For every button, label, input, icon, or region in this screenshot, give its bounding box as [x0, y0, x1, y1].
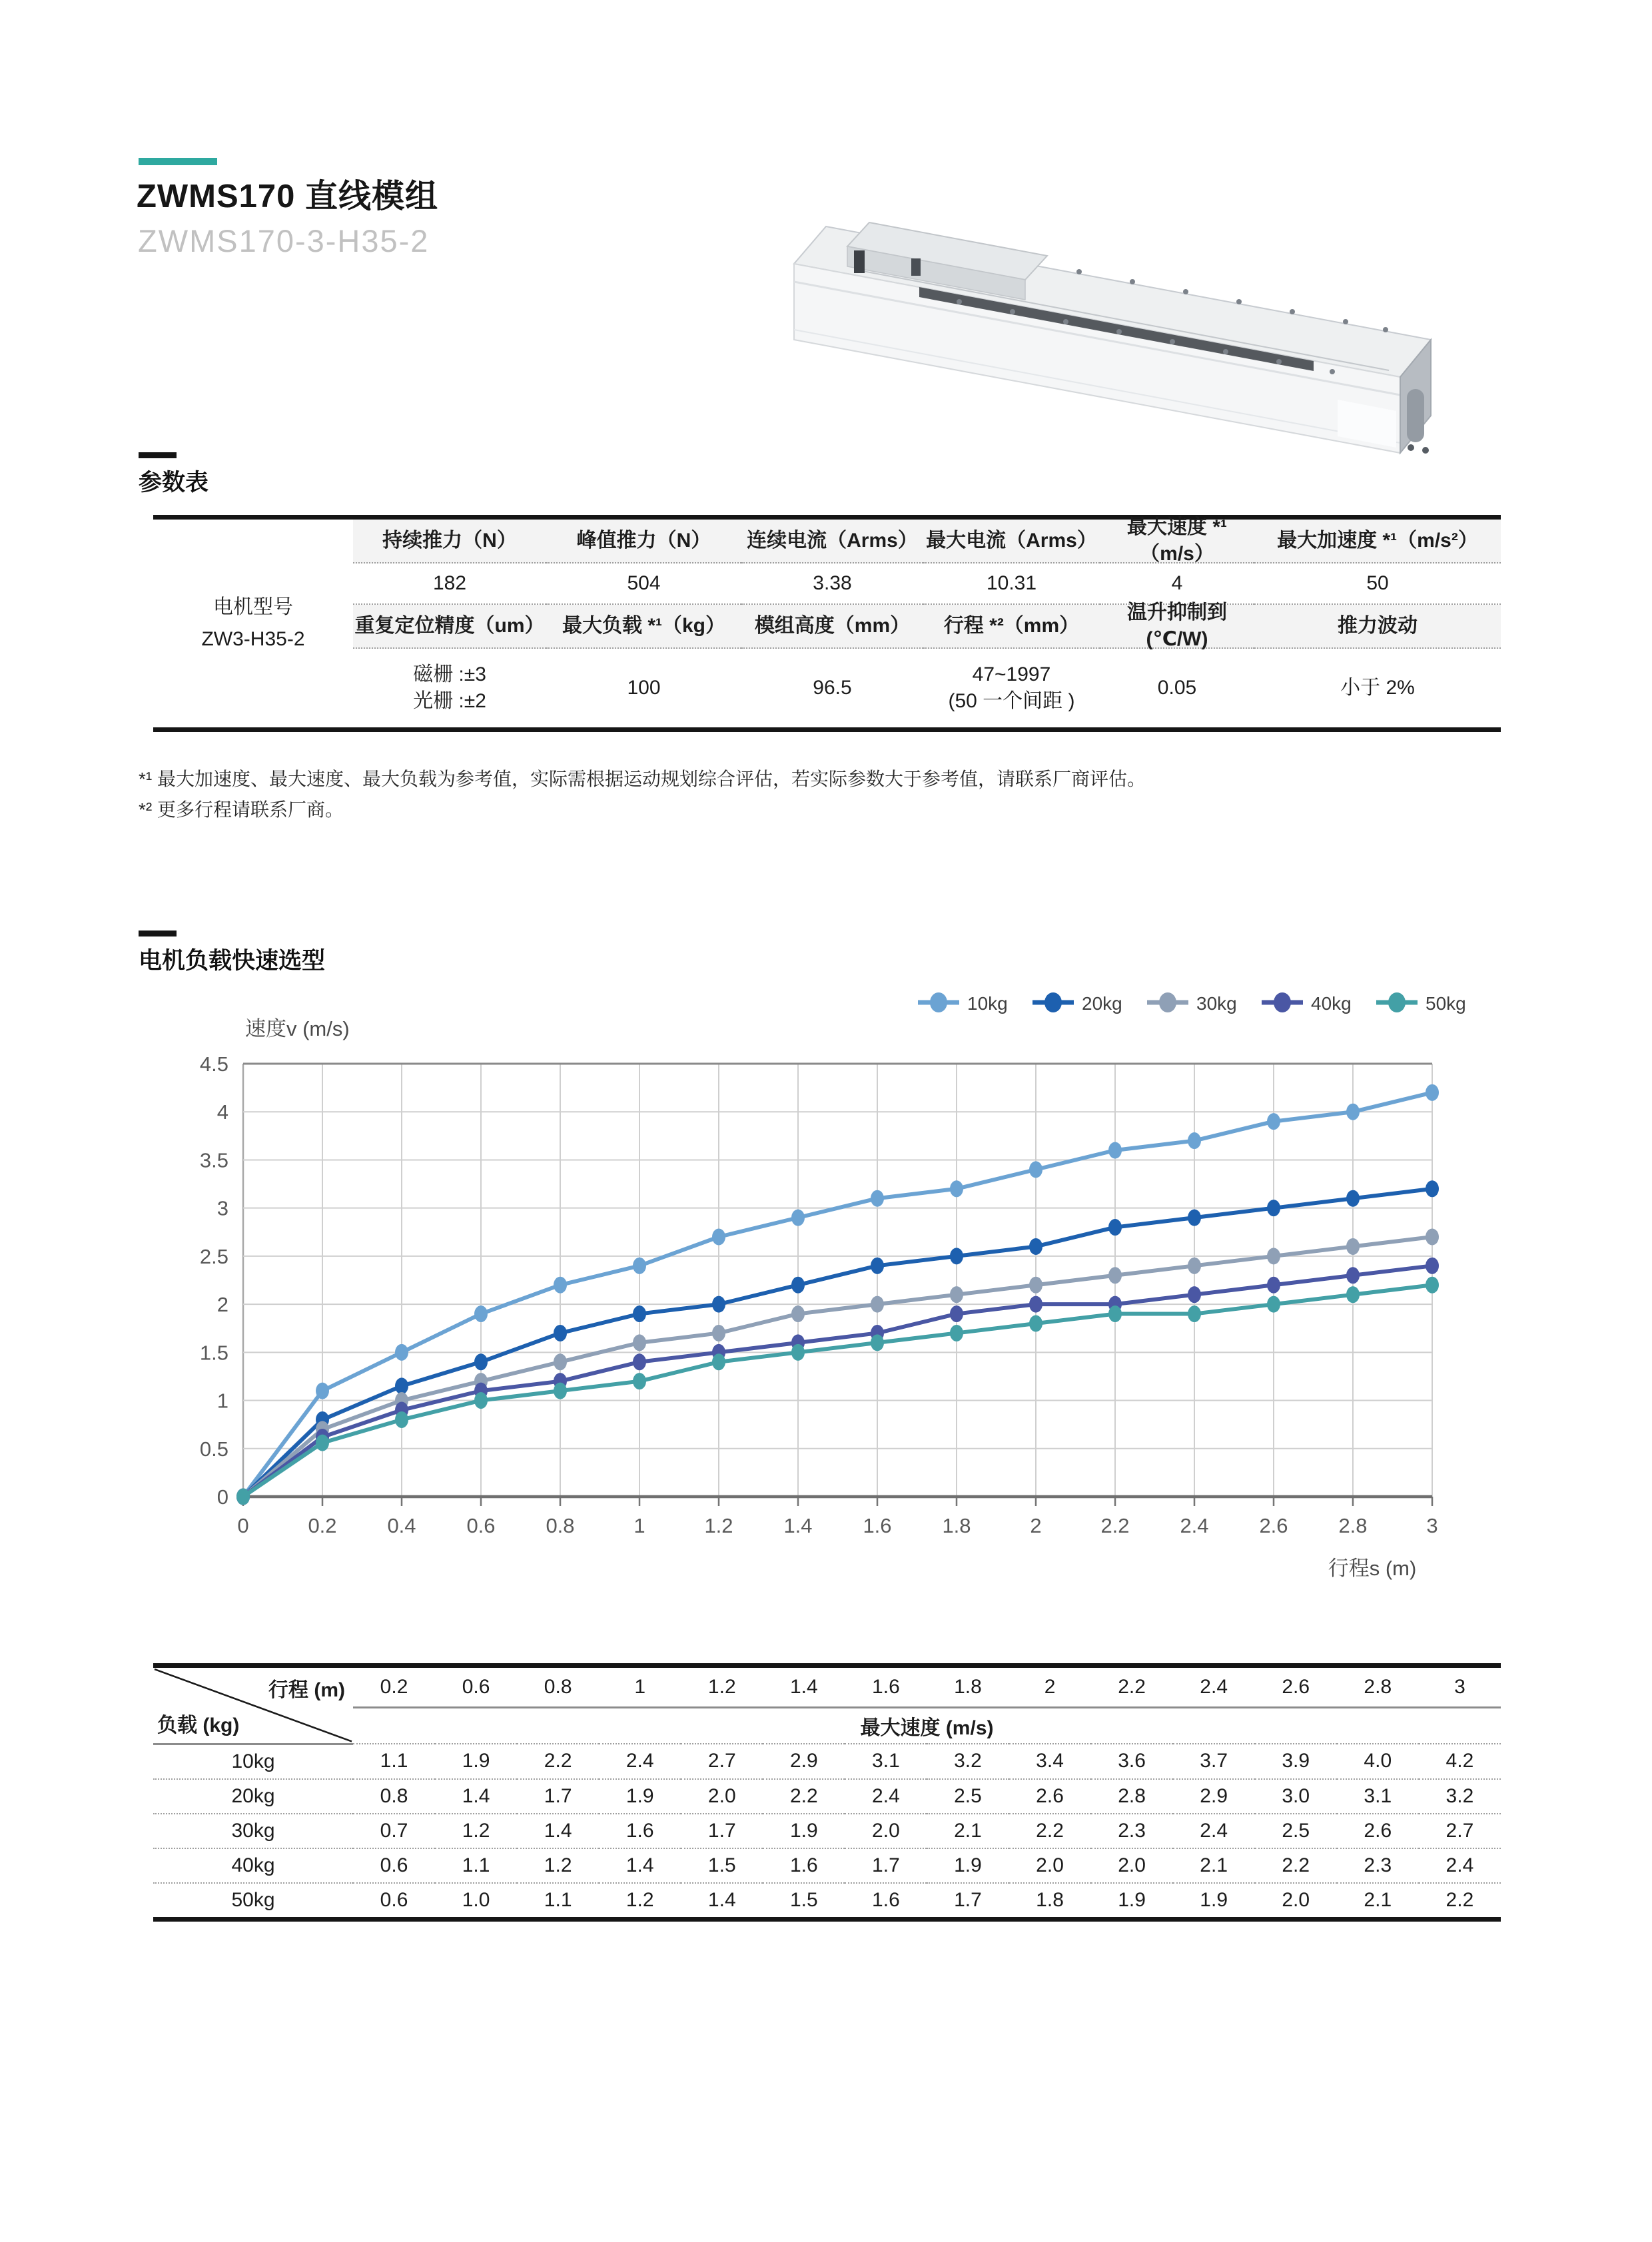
- x-tick-label: 0: [237, 1514, 249, 1537]
- max-speed-cell: 2.0: [681, 1779, 763, 1814]
- param-header-line: 重复定位精度（um）: [354, 614, 545, 637]
- max-speed-cell: 1.6: [599, 1814, 681, 1848]
- param-value-line: 4: [1171, 571, 1183, 594]
- param-header: [741, 520, 923, 563]
- param-header: [546, 605, 741, 649]
- param-value-line: 50: [1366, 571, 1389, 594]
- data-point: [1426, 1084, 1439, 1101]
- legend-item-40kg: [1262, 992, 1352, 1014]
- data-point: [950, 1306, 963, 1322]
- param-header-line: 最大加速度 *¹（m/s²）: [1277, 529, 1478, 552]
- params-heading: 参数表: [139, 470, 209, 496]
- param-header: [923, 605, 1100, 649]
- max-speed-cell: 2.0: [1091, 1848, 1173, 1883]
- param-header-line: 最大电流（Arms）: [926, 529, 1097, 552]
- data-point: [712, 1325, 725, 1341]
- load-row-label: 40kg: [153, 1848, 353, 1883]
- param-value-line: 100: [627, 676, 661, 699]
- param-header-line: 模组高度（mm）: [754, 614, 911, 637]
- param-value-line: 3.38: [813, 571, 852, 594]
- max-speed-cell: 1.7: [954, 1888, 982, 1911]
- max-speed-cell: 2.5: [1255, 1814, 1337, 1848]
- param-header: [1254, 520, 1501, 563]
- max-speed-cell: 2.2: [1446, 1888, 1474, 1911]
- stroke-column-header: 1.4: [763, 1666, 845, 1708]
- max-speed-cell: 2.1: [927, 1814, 1009, 1848]
- data-point: [1108, 1267, 1122, 1284]
- data-point: [950, 1180, 963, 1197]
- data-point: [633, 1306, 646, 1322]
- data-point: [1108, 1306, 1122, 1322]
- param-value-line: (50 一个间距 ): [948, 690, 1075, 712]
- data-point: [791, 1306, 805, 1322]
- stroke-column-header: 0.6: [435, 1666, 517, 1708]
- x-tick-label: 1: [633, 1514, 645, 1537]
- x-tick-label: 0.4: [387, 1514, 416, 1537]
- data-point: [236, 1489, 250, 1505]
- legend-marker: [1044, 992, 1062, 1012]
- max-speed-cell: 1.9: [763, 1814, 845, 1848]
- data-point: [1029, 1315, 1042, 1332]
- max-speed-cell: 2.7: [681, 1744, 763, 1779]
- max-speed-cell: 3.1: [1337, 1779, 1419, 1814]
- max-speed-cell: 2.7: [1419, 1814, 1501, 1848]
- stroke-column-header: 1.8: [927, 1666, 1009, 1708]
- max-speed-cell: 1.4: [707, 1888, 736, 1911]
- x-tick-label: 1.4: [783, 1514, 813, 1537]
- x-tick-label: 0.6: [466, 1514, 496, 1537]
- y-tick-label: 3.5: [199, 1148, 228, 1172]
- selection-table: [153, 1663, 1501, 1922]
- legend-marker: [1388, 992, 1406, 1012]
- y-tick-label: 0.5: [199, 1437, 228, 1461]
- x-tick-label: 3: [1426, 1514, 1438, 1537]
- data-point: [1108, 1142, 1122, 1159]
- legend-item-50kg: [1376, 992, 1466, 1014]
- data-point: [474, 1306, 488, 1322]
- param-header: [1254, 605, 1501, 649]
- data-point: [1267, 1200, 1280, 1216]
- data-point: [633, 1334, 646, 1351]
- max-speed-cell: 2.3: [1091, 1814, 1173, 1848]
- stroke-column-header: 0.2: [353, 1666, 435, 1708]
- selection-data-row: [153, 1848, 1501, 1883]
- max-speed-cell: 1.4: [599, 1848, 681, 1883]
- y-tick-label: 1.5: [199, 1341, 228, 1365]
- param-header: [923, 520, 1100, 563]
- linear-module-image: [759, 165, 1505, 458]
- linear-module-illustration: [759, 165, 1505, 458]
- data-point: [1426, 1277, 1439, 1294]
- max-speed-cell: 1.6: [872, 1888, 900, 1911]
- selection-heading-bar: [139, 931, 177, 936]
- motor-model-cell-line: ZW3-H35-2: [201, 628, 305, 650]
- max-speed-cell: 2.9: [1173, 1779, 1255, 1814]
- chart-grid: [243, 1064, 1432, 1506]
- max-speed-cell: 2.0: [1009, 1848, 1091, 1883]
- legend-marker: [1274, 992, 1291, 1012]
- max-speed-cell: 1.6: [763, 1848, 845, 1883]
- max-speed-cell: 3.2: [1419, 1779, 1501, 1814]
- param-value: [741, 563, 923, 605]
- y-tick-label: 3: [216, 1196, 228, 1220]
- param-header-line: 持续推力（N）: [382, 529, 517, 552]
- x-tick-label: 0.8: [546, 1514, 575, 1537]
- max-speed-cell: 1.2: [435, 1814, 517, 1848]
- max-speed-cell: 1.9: [435, 1744, 517, 1779]
- param-value-line: 182: [432, 571, 467, 594]
- max-speed-cell: 1.7: [681, 1814, 763, 1848]
- param-value-line: 504: [627, 571, 661, 594]
- param-value: [353, 649, 546, 727]
- stroke-column-header: 3: [1419, 1666, 1501, 1708]
- data-point: [554, 1353, 567, 1370]
- max-speed-cell: 1.9: [599, 1779, 681, 1814]
- data-point: [871, 1258, 884, 1274]
- max-speed-cell: 1.7: [845, 1848, 927, 1883]
- data-point: [712, 1296, 725, 1313]
- stroke-column-header: 1.2: [681, 1666, 763, 1708]
- selection-data-row: [153, 1814, 1501, 1848]
- series-20kg: [236, 1180, 1439, 1505]
- param-header-line: 温升抑制到 (℃/W): [1127, 601, 1227, 650]
- span-header-row: [153, 1708, 1501, 1744]
- data-point: [791, 1344, 805, 1361]
- stroke-column-header: 1.6: [845, 1666, 927, 1708]
- param-value: [1254, 649, 1501, 727]
- data-point: [1267, 1248, 1280, 1264]
- legend-label: 40kg: [1311, 993, 1352, 1014]
- max-speed-cell: 3.7: [1173, 1744, 1255, 1779]
- footnotes: [139, 764, 1146, 825]
- data-point: [791, 1210, 805, 1226]
- stroke-column-header: 2.4: [1173, 1666, 1255, 1708]
- chart-legend: [918, 992, 1466, 1014]
- data-point: [554, 1277, 567, 1294]
- x-axis-title: 行程s (m): [1328, 1557, 1417, 1580]
- max-speed-cell: 1.8: [1036, 1888, 1064, 1911]
- param-value: [546, 563, 741, 605]
- stroke-column-header: 2.8: [1337, 1666, 1419, 1708]
- data-point: [1346, 1267, 1360, 1284]
- data-point: [712, 1229, 725, 1246]
- load-row-label: 20kg: [153, 1779, 353, 1814]
- load-row-label: 10kg: [153, 1744, 353, 1779]
- x-tick-label: 2.4: [1180, 1514, 1209, 1537]
- max-speed-cell: 2.6: [1009, 1779, 1091, 1814]
- param-header: [353, 605, 546, 649]
- x-tick-label: 2.6: [1259, 1514, 1288, 1537]
- load-row-label: 30kg: [153, 1814, 353, 1848]
- max-speed-cell: 0.6: [380, 1888, 408, 1911]
- data-point: [1267, 1113, 1280, 1130]
- y-tick-label: 4.5: [199, 1052, 228, 1076]
- param-header: [741, 605, 923, 649]
- max-speed-cell: 1.9: [927, 1848, 1009, 1883]
- max-speed-cell: 0.6: [353, 1848, 435, 1883]
- max-speed-cell: 1.7: [517, 1779, 599, 1814]
- data-point: [474, 1353, 488, 1370]
- x-tick-label: 2: [1030, 1514, 1042, 1537]
- param-header-line: 峰值推力（N）: [576, 529, 711, 552]
- param-value: [741, 649, 923, 727]
- max-speed-cell: 2.6: [1337, 1814, 1419, 1848]
- model-subtitle: ZWMS170-3-H35-2: [138, 223, 430, 258]
- max-speed-cell: 2.5: [927, 1779, 1009, 1814]
- y-tick-label: 4: [216, 1100, 228, 1124]
- legend-marker: [1159, 992, 1176, 1012]
- data-point: [1267, 1296, 1280, 1313]
- param-value-line: 47~1997: [972, 663, 1051, 685]
- max-speed-cell: 0.7: [353, 1814, 435, 1848]
- data-point: [633, 1373, 646, 1389]
- max-speed-cell: 3.9: [1255, 1744, 1337, 1779]
- max-speed-cell: 2.2: [1255, 1848, 1337, 1883]
- load-axis-corner-label: 负载 (kg): [157, 1714, 240, 1736]
- max-speed-cell: 3.6: [1091, 1744, 1173, 1779]
- param-value-line: 光栅 :±2: [413, 690, 486, 712]
- legend-label: 30kg: [1196, 993, 1237, 1014]
- selection-data-row: [153, 1779, 1501, 1814]
- load-row-label: 50kg: [231, 1888, 275, 1911]
- series-30kg: [236, 1229, 1439, 1505]
- param-value: [1100, 649, 1254, 727]
- data-point: [633, 1258, 646, 1274]
- param-header-line: 最大速度 *¹（m/s）: [1127, 516, 1227, 565]
- max-speed-cell: 1.0: [462, 1888, 490, 1911]
- data-point: [1188, 1132, 1201, 1149]
- y-tick-label: 1: [216, 1389, 228, 1413]
- data-point: [1426, 1258, 1439, 1274]
- y-tick-label: 2.5: [199, 1244, 228, 1268]
- param-value-line: 磁栅 :±3: [413, 663, 486, 685]
- max-speed-cell: 2.0: [845, 1814, 927, 1848]
- y-axis-title: 速度v (m/s): [245, 1017, 350, 1040]
- diagonal-header-cell: [153, 1666, 353, 1744]
- max-speed-cell: 1.1: [435, 1848, 517, 1883]
- legend-label: 20kg: [1082, 993, 1122, 1014]
- data-point: [791, 1277, 805, 1294]
- param-header-line: 最大负载 *¹（kg）: [562, 614, 725, 637]
- max-speed-cell: 2.9: [763, 1744, 845, 1779]
- stroke-column-header: 0.8: [517, 1666, 599, 1708]
- max-speed-cell: 2.4: [845, 1779, 927, 1814]
- max-speed-cell: 2.4: [599, 1744, 681, 1779]
- max-speed-cell: 2.2: [517, 1744, 599, 1779]
- data-point: [1029, 1238, 1042, 1255]
- legend-label: 10kg: [967, 993, 1008, 1014]
- max-speed-cell: 3.1: [845, 1744, 927, 1779]
- motor-model-cell: [153, 520, 353, 727]
- data-point: [1267, 1277, 1280, 1294]
- data-point: [1188, 1210, 1201, 1226]
- param-value: [923, 649, 1100, 727]
- x-tick-label: 1.2: [704, 1514, 733, 1537]
- max-speed-cell: 1.9: [1118, 1888, 1146, 1911]
- footnote-1: *¹ 最大加速度、最大速度、最大负载为参考值，实际需根据运动规划综合评估，若实际参数大于参考值，请联系厂商评估。: [139, 769, 1146, 789]
- data-point: [554, 1325, 567, 1341]
- max-speed-cell: 1.2: [517, 1848, 599, 1883]
- data-point: [316, 1435, 329, 1451]
- max-speed-cell: 0.8: [353, 1779, 435, 1814]
- data-point: [1346, 1286, 1360, 1303]
- max-speed-cell: 2.4: [1419, 1848, 1501, 1883]
- param-header: [353, 520, 546, 563]
- param-value-line: 0.05: [1157, 676, 1197, 699]
- selection-header-row: [153, 1666, 1501, 1708]
- data-point: [871, 1190, 884, 1207]
- x-tick-label: 2.2: [1100, 1514, 1130, 1537]
- stroke-axis-corner-label: 行程 (m): [268, 1679, 345, 1701]
- data-point: [871, 1334, 884, 1351]
- max-speed-cell: 1.5: [789, 1888, 818, 1911]
- legend-item-10kg: [918, 992, 1008, 1014]
- data-point: [1029, 1277, 1042, 1294]
- max-speed-cell: 1.5: [681, 1848, 763, 1883]
- data-point: [950, 1286, 963, 1303]
- data-point: [950, 1248, 963, 1264]
- load-speed-chart: [153, 972, 1499, 1605]
- page-title: ZWMS170 直线模组: [137, 179, 439, 214]
- max-speed-cell: 1.1: [353, 1744, 435, 1779]
- data-point: [395, 1411, 408, 1428]
- data-point: [950, 1325, 963, 1341]
- param-header: [546, 520, 741, 563]
- max-speed-cell: 1.4: [435, 1779, 517, 1814]
- max-speed-cell: 4.2: [1419, 1744, 1501, 1779]
- param-header-line: 推力波动: [1338, 614, 1418, 637]
- data-point: [316, 1383, 329, 1399]
- data-point: [712, 1353, 725, 1370]
- max-speed-cell: 2.4: [1173, 1814, 1255, 1848]
- param-value: [923, 563, 1100, 605]
- x-tick-label: 1.6: [863, 1514, 892, 1537]
- data-point: [1188, 1306, 1201, 1322]
- legend-label: 50kg: [1426, 993, 1466, 1014]
- max-speed-cell: 1.9: [1200, 1888, 1228, 1911]
- param-value-line: 小于 2%: [1340, 676, 1415, 699]
- accent-bar: [139, 158, 217, 165]
- data-point: [395, 1344, 408, 1361]
- data-point: [1108, 1219, 1122, 1236]
- legend-item-30kg: [1147, 992, 1237, 1014]
- legend-marker: [930, 992, 947, 1012]
- param-header: [1100, 516, 1254, 565]
- x-tick-label: 0.2: [308, 1514, 337, 1537]
- data-point: [1346, 1104, 1360, 1120]
- max-speed-cell: 2.3: [1337, 1848, 1419, 1883]
- max-speed-cell: 1.1: [544, 1888, 572, 1911]
- data-point: [633, 1353, 646, 1370]
- selection-data-row: [153, 1744, 1501, 1779]
- selection-heading: 电机负载快速选型: [139, 948, 326, 974]
- legend-item-20kg: [1032, 992, 1122, 1014]
- data-point: [474, 1392, 488, 1409]
- data-point: [871, 1296, 884, 1313]
- stroke-column-header: 2.2: [1091, 1666, 1173, 1708]
- max-speed-cell: 3.0: [1255, 1779, 1337, 1814]
- data-point: [1029, 1296, 1042, 1313]
- data-point: [1346, 1190, 1360, 1207]
- param-value: [353, 563, 546, 605]
- param-value-line: 96.5: [813, 676, 852, 699]
- param-header: [1100, 601, 1254, 650]
- motor-model-cell-line: 电机型号: [213, 596, 293, 618]
- param-value: [546, 649, 741, 727]
- stroke-column-header: 1: [599, 1666, 681, 1708]
- footnote-2: *² 更多行程请联系厂商。: [139, 799, 344, 821]
- max-speed-cell: 2.1: [1364, 1888, 1392, 1911]
- data-point: [1188, 1286, 1201, 1303]
- param-value-line: 10.31: [986, 571, 1037, 594]
- param-header-line: 行程 *²（mm）: [943, 614, 1080, 637]
- y-tick-label: 2: [216, 1293, 228, 1317]
- series-10kg: [236, 1084, 1439, 1505]
- data-point: [1426, 1180, 1439, 1197]
- param-header-line: 连续电流（Arms）: [747, 529, 918, 552]
- stroke-column-header: 2.6: [1255, 1666, 1337, 1708]
- y-tick-label: 0: [216, 1485, 228, 1509]
- data-point: [1346, 1238, 1360, 1255]
- max-speed-cell: 3.4: [1009, 1744, 1091, 1779]
- data-point: [1426, 1229, 1439, 1246]
- data-point: [395, 1377, 408, 1394]
- max-speed-cell: 2.1: [1173, 1848, 1255, 1883]
- max-speed-cell: 2.2: [1009, 1814, 1091, 1848]
- params-heading-bar: [139, 452, 177, 458]
- data-point: [1188, 1258, 1201, 1274]
- max-speed-cell: 2.0: [1282, 1888, 1310, 1911]
- x-tick-label: 1.8: [942, 1514, 971, 1537]
- data-point: [1029, 1161, 1042, 1178]
- parameter-table: [153, 515, 1501, 732]
- max-speed-cell: 1.2: [625, 1888, 654, 1911]
- max-speed-cell: 1.4: [517, 1814, 599, 1848]
- max-speed-cell: 2.2: [763, 1779, 845, 1814]
- selection-data-row: [153, 1883, 1501, 1920]
- param-value: [1254, 563, 1501, 605]
- x-tick-label: 2.8: [1338, 1514, 1368, 1537]
- stroke-column-header: 2: [1009, 1666, 1091, 1708]
- max-speed-cell: 3.2: [927, 1744, 1009, 1779]
- data-point: [554, 1383, 567, 1399]
- max-speed-span-header: 最大速度 (m/s): [353, 1708, 1501, 1744]
- max-speed-cell: 4.0: [1337, 1744, 1419, 1779]
- max-speed-cell: 2.8: [1091, 1779, 1173, 1814]
